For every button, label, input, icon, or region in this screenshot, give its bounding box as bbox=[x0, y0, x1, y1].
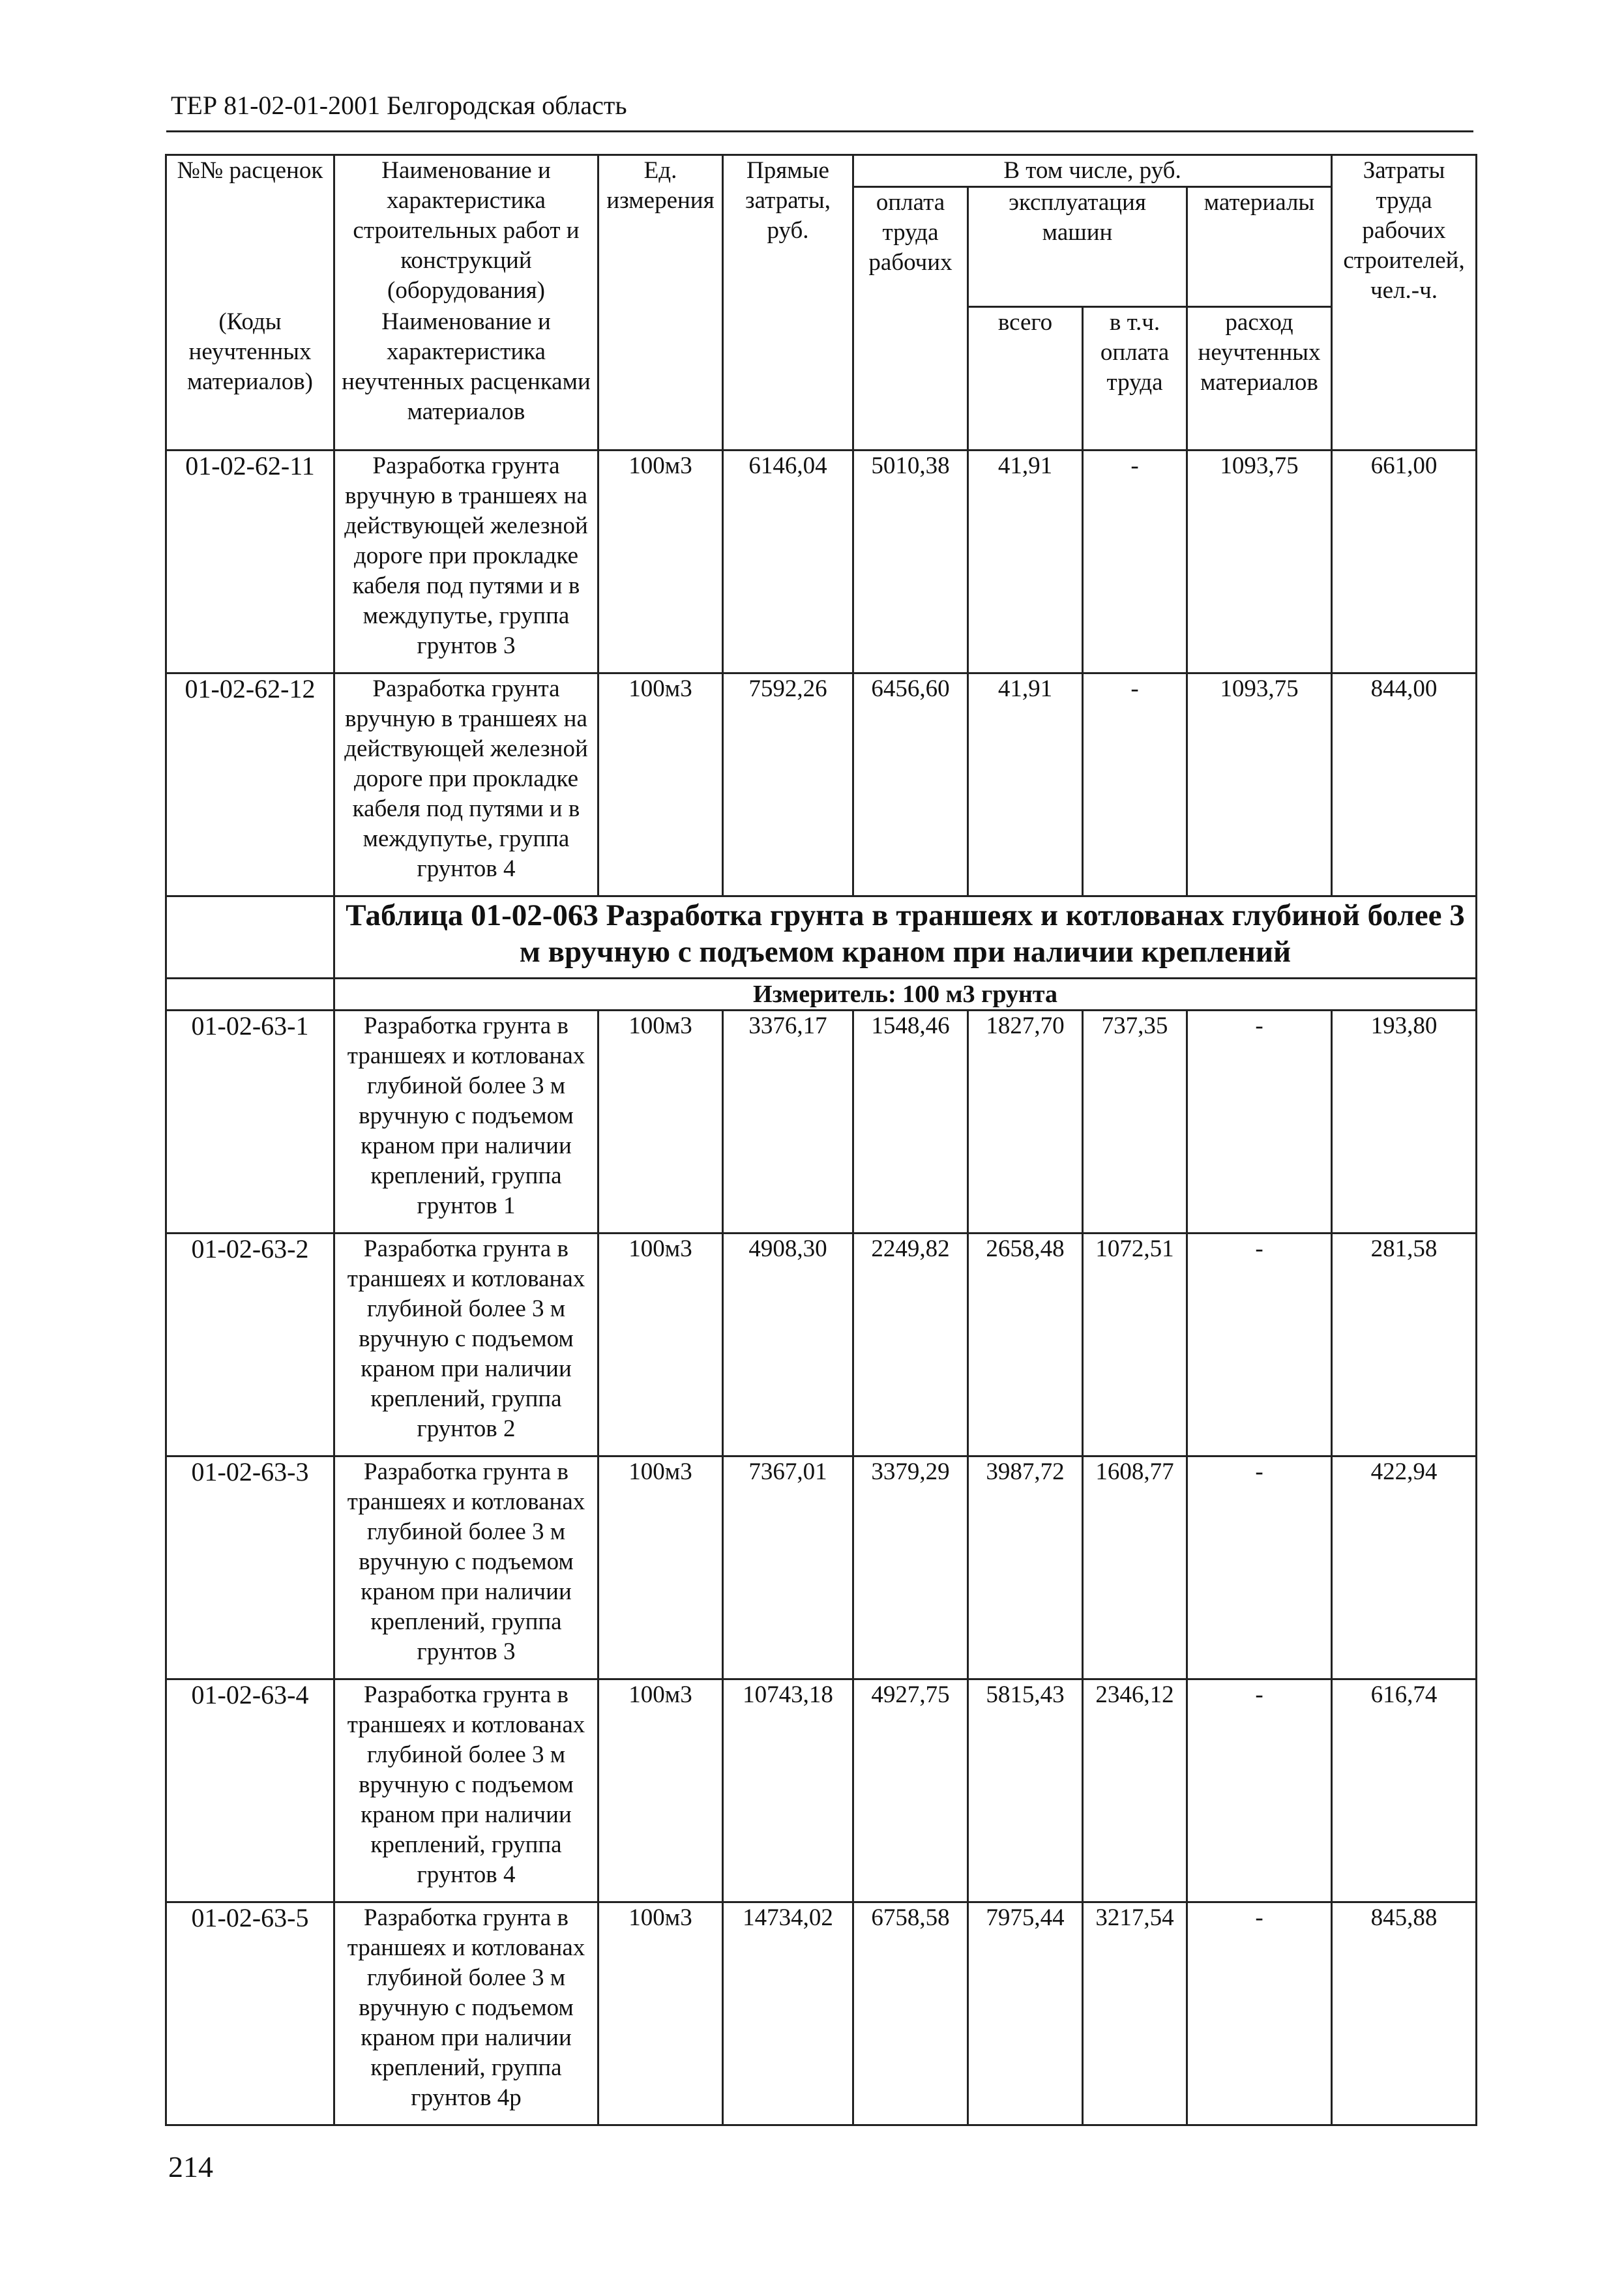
rate-description: Разработка грунта в траншеях и котлованах глубиной более 3 м вручную с подъемом краном при наличии креплений, группа грунтов 4 bbox=[334, 1679, 598, 1902]
rate-materials: - bbox=[1187, 1902, 1332, 2125]
header-name: Наименование и характеристика строительных работ и конструкций (оборудования) bbox=[334, 155, 598, 307]
rate-description: Разработка грунта в траншеях и котлованах глубиной более 3 м вручную с подъемом краном при наличии креплений, группа грунтов 2 bbox=[334, 1234, 598, 1456]
rate-unit: 100м3 bbox=[598, 1011, 723, 1234]
rate-labor: 661,00 bbox=[1332, 451, 1477, 673]
rate-description: Разработка грунта в траншеях и котлованах глубиной более 3 м вручную с подъемом краном при наличии креплений, группа грунтов 4р bbox=[334, 1902, 598, 2125]
table-row bbox=[166, 1902, 1477, 2125]
table-row bbox=[166, 673, 1477, 896]
rate-labor: 845,88 bbox=[1332, 1902, 1477, 2125]
rate-description: Разработка грунта вручную в траншеях на действующей железной дороге при прокладке кабеля под путями и в междупутье, группа грунтов 3 bbox=[334, 451, 598, 673]
table-row bbox=[166, 1234, 1477, 1456]
rate-code: 01-02-63-3 bbox=[166, 1456, 334, 1679]
rate-materials: - bbox=[1187, 1456, 1332, 1679]
table-row bbox=[166, 1011, 1477, 1234]
table-row bbox=[166, 451, 1477, 673]
rate-code: 01-02-63-4 bbox=[166, 1679, 334, 1902]
rate-labor: 616,74 bbox=[1332, 1679, 1477, 1902]
table-title: Таблица 01-02-063 Разработка грунта в траншеях и котлованах глубиной более 3 м вручную с подъемом краном при наличии креплений bbox=[334, 896, 1477, 979]
rate-materials: - bbox=[1187, 1679, 1332, 1902]
rate-machines-total: 41,91 bbox=[968, 673, 1083, 896]
rate-direct-costs: 4908,30 bbox=[723, 1234, 853, 1456]
rate-direct-costs: 7592,26 bbox=[723, 673, 853, 896]
header-rule bbox=[166, 130, 1473, 132]
rate-machines-total: 1827,70 bbox=[968, 1011, 1083, 1234]
rate-machines-wages: - bbox=[1083, 451, 1187, 673]
rate-machines-total: 7975,44 bbox=[968, 1902, 1083, 2125]
rate-wages: 1548,46 bbox=[853, 1011, 968, 1234]
rate-unit: 100м3 bbox=[598, 1456, 723, 1679]
header-labor-units bbox=[1332, 307, 1477, 451]
header-including: В том числе, руб. bbox=[853, 155, 1332, 187]
header-mach-total: всего bbox=[968, 307, 1083, 451]
rate-machines-total: 2658,48 bbox=[968, 1234, 1083, 1456]
rate-direct-costs: 6146,04 bbox=[723, 451, 853, 673]
rate-code: 01-02-63-5 bbox=[166, 1902, 334, 2125]
rate-machines-wages: 2346,12 bbox=[1083, 1679, 1187, 1902]
rate-direct-costs: 7367,01 bbox=[723, 1456, 853, 1679]
rate-unit: 100м3 bbox=[598, 451, 723, 673]
rate-machines-total: 3987,72 bbox=[968, 1456, 1083, 1679]
header-direct: Прямые затраты, руб. bbox=[723, 155, 853, 451]
rate-unit: 100м3 bbox=[598, 673, 723, 896]
header-name2: Наименование и характеристика неучтенных расценками материалов bbox=[334, 307, 598, 451]
header-labor: Затраты труда рабочих строителей, чел.-ч. bbox=[1332, 155, 1477, 307]
header-unit: Ед. измерения bbox=[598, 155, 723, 451]
rate-description: Разработка грунта в траншеях и котлованах глубиной более 3 м вручную с подъемом краном при наличии креплений, группа грунтов 1 bbox=[334, 1011, 598, 1234]
rate-materials: 1093,75 bbox=[1187, 451, 1332, 673]
rate-labor: 844,00 bbox=[1332, 673, 1477, 896]
rate-code: 01-02-63-1 bbox=[166, 1011, 334, 1234]
rate-direct-costs: 10743,18 bbox=[723, 1679, 853, 1902]
rate-description: Разработка грунта в траншеях и котлованах глубиной более 3 м вручную с подъемом краном при наличии креплений, группа грунтов 3 bbox=[334, 1456, 598, 1679]
rate-unit: 100м3 bbox=[598, 1234, 723, 1456]
rates-table bbox=[165, 154, 1477, 2126]
rate-wages: 3379,29 bbox=[853, 1456, 968, 1679]
rate-direct-costs: 3376,17 bbox=[723, 1011, 853, 1234]
rate-unit: 100м3 bbox=[598, 1679, 723, 1902]
rate-direct-costs: 14734,02 bbox=[723, 1902, 853, 2125]
header-unaccounted: расход неучтенных материалов bbox=[1187, 307, 1332, 451]
rate-materials: - bbox=[1187, 1234, 1332, 1456]
rate-code: 01-02-62-11 bbox=[166, 451, 334, 673]
rate-machines-wages: 3217,54 bbox=[1083, 1902, 1187, 2125]
rate-wages: 2249,82 bbox=[853, 1234, 968, 1456]
rate-machines-total: 41,91 bbox=[968, 451, 1083, 673]
page-number: 214 bbox=[168, 2150, 213, 2183]
rate-wages: 6758,58 bbox=[853, 1902, 968, 2125]
rate-machines-wages: - bbox=[1083, 673, 1187, 896]
rate-code: 01-02-63-2 bbox=[166, 1234, 334, 1456]
rate-machines-total: 5815,43 bbox=[968, 1679, 1083, 1902]
rate-machines-wages: 737,35 bbox=[1083, 1011, 1187, 1234]
header-code: №№ расценок bbox=[166, 155, 334, 307]
rate-wages: 4927,75 bbox=[853, 1679, 968, 1902]
rate-labor: 281,58 bbox=[1332, 1234, 1477, 1456]
meter-spacer bbox=[166, 979, 334, 1011]
meter-label: Измеритель: 100 м3 грунта bbox=[334, 979, 1477, 1011]
running-head: ТЕР 81-02-01-2001 Белгородская область bbox=[171, 91, 627, 120]
rate-materials: 1093,75 bbox=[1187, 673, 1332, 896]
table-row bbox=[166, 1679, 1477, 1902]
rate-machines-wages: 1072,51 bbox=[1083, 1234, 1187, 1456]
header-mach-wages: в т.ч. оплата труда bbox=[1083, 307, 1187, 451]
header-materials: материалы bbox=[1187, 187, 1332, 307]
title-spacer bbox=[166, 896, 334, 979]
rate-labor: 422,94 bbox=[1332, 1456, 1477, 1679]
header-wages: оплата труда рабочих bbox=[853, 187, 968, 451]
table-row bbox=[166, 1456, 1477, 1679]
rate-wages: 6456,60 bbox=[853, 673, 968, 896]
header-machines: эксплуатация машин bbox=[968, 187, 1187, 307]
header-code2: (Коды неучтенных материалов) bbox=[166, 307, 334, 451]
rate-machines-wages: 1608,77 bbox=[1083, 1456, 1187, 1679]
rate-code: 01-02-62-12 bbox=[166, 673, 334, 896]
rate-labor: 193,80 bbox=[1332, 1011, 1477, 1234]
rate-wages: 5010,38 bbox=[853, 451, 968, 673]
rate-unit: 100м3 bbox=[598, 1902, 723, 2125]
rate-description: Разработка грунта вручную в траншеях на действующей железной дороге при прокладке кабеля под путями и в междупутье, группа грунтов 4 bbox=[334, 673, 598, 896]
rate-materials: - bbox=[1187, 1011, 1332, 1234]
